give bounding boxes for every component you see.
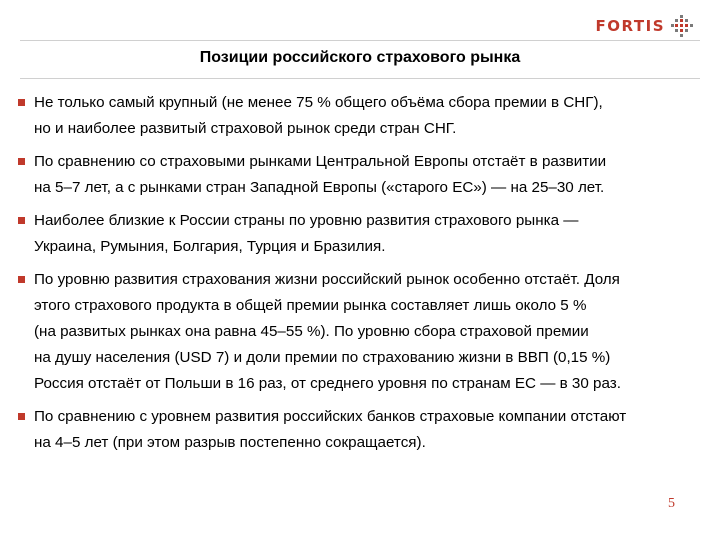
bullet-item	[18, 404, 708, 456]
bullet-square-icon	[18, 413, 25, 420]
bullet-item	[18, 90, 708, 142]
bullet-text-line: По сравнению со страховыми рынками Центральной Европы отстаёт в развитии	[34, 153, 607, 170]
title-top-divider	[20, 40, 700, 41]
bullet-square-icon	[18, 217, 25, 224]
bullet-text-line: но и наиболее развитый страховой рынок среди стран СНГ.	[34, 120, 457, 137]
bullet-square-icon	[18, 158, 25, 165]
bullet-text-line: Россия отстаёт от Польши в 16 раз, от среднего уровня по странам ЕС — в 30 раз.	[34, 375, 621, 392]
bullet-square-icon	[18, 276, 25, 283]
bullet-text-line: Наиболее близкие к России страны по уровню развития страхового рынка —	[34, 212, 579, 229]
page-number: 5	[668, 496, 675, 511]
bullet-text-line: на душу населения (USD 7) и доли премии по страхованию жизни в ВВП (0,15 %)	[34, 349, 611, 366]
bullet-list	[18, 90, 708, 463]
bullet-text-line: По сравнению с уровнем развития российских банков страховые компании отстают	[34, 408, 627, 425]
bullet-text-line: на 4–5 лет (при этом разрыв постепенно сокращается).	[34, 434, 426, 451]
bullet-text-line: (на развитых рынках она равна 45–55 %). По уровню сбора страховой премии	[34, 323, 589, 340]
fortis-dot-grid-icon	[670, 14, 694, 38]
bullet-text-line: Украина, Румыния, Болгария, Турция и Бразилия.	[34, 238, 386, 255]
title-bottom-divider	[20, 78, 700, 79]
bullet-text-line: Не только самый крупный (не менее 75 % общего объёма сбора премии в СНГ),	[34, 94, 603, 111]
bullet-text-line: на 5–7 лет, а с рынками стран Западной Европы («старого ЕС») — на 25–30 лет.	[34, 179, 605, 196]
bullet-square-icon	[18, 99, 25, 106]
bullet-text-line: этого страхового продукта в общей премии рынка составляет лишь около 5 %	[34, 297, 587, 314]
bullet-item	[18, 208, 708, 260]
slide-title: Позиции российского страхового рынка	[199, 49, 521, 66]
bullet-text-line: По уровню развития страхования жизни российский рынок особенно отстаёт. Доля	[34, 271, 620, 288]
logo-text: FORTIS	[595, 17, 665, 35]
bullet-item	[18, 267, 708, 397]
bullet-item	[18, 149, 708, 201]
fortis-logo	[596, 14, 695, 38]
